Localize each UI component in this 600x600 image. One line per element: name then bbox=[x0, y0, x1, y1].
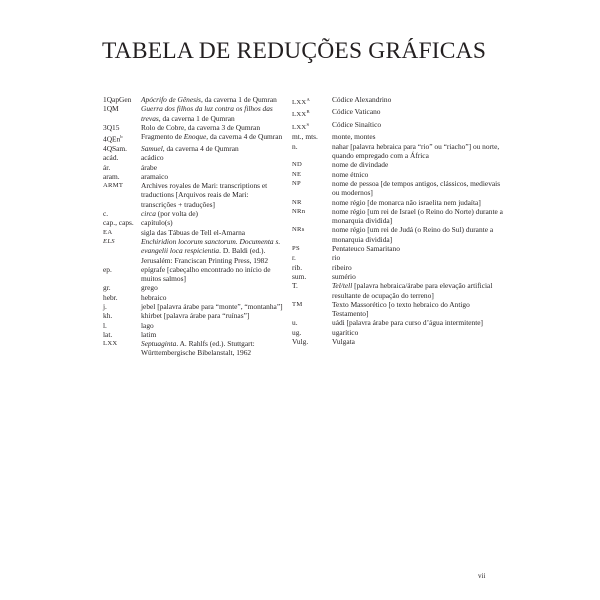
abbreviation-term bbox=[292, 244, 332, 253]
abbreviation-term bbox=[292, 179, 332, 198]
abbreviation-definition bbox=[141, 163, 283, 172]
abbreviation-term bbox=[292, 170, 332, 179]
abbreviation-term bbox=[292, 318, 332, 327]
abbreviation-entry bbox=[292, 300, 507, 319]
abbreviation-definition bbox=[141, 339, 283, 358]
abbreviation-text: sum. bbox=[292, 271, 307, 281]
abbreviation-definition bbox=[332, 132, 507, 141]
definition-text: Rolo de Cobre, da caverna 3 de Qumran bbox=[141, 122, 261, 132]
abbreviation-text: 4QSam. bbox=[103, 143, 128, 153]
abbreviation-definition bbox=[332, 179, 507, 198]
abbreviation-definition bbox=[141, 144, 283, 153]
definition-text: nome régio [um rei de Judá (o Reino do Sul) durante a monarquia dividida] bbox=[332, 225, 494, 244]
abbreviation-entry bbox=[292, 337, 507, 346]
abbreviation-term bbox=[292, 132, 332, 141]
abbreviation-text: LXX bbox=[292, 111, 307, 119]
abbreviation-term bbox=[292, 120, 332, 132]
abbreviation-entry bbox=[292, 142, 507, 161]
abbreviation-entry bbox=[292, 207, 507, 226]
definition-text: acádico bbox=[141, 153, 164, 163]
abbreviation-definition bbox=[141, 330, 283, 339]
abbreviation-entry bbox=[103, 293, 283, 302]
definition-text: hebraico bbox=[141, 292, 167, 302]
abbreviation-text: LXX bbox=[103, 340, 118, 348]
abbreviation-text: ep. bbox=[103, 264, 112, 274]
abbreviation-text: hebr. bbox=[103, 292, 118, 302]
abbreviation-text: r. bbox=[292, 253, 296, 263]
abbreviation-entry bbox=[292, 179, 507, 198]
abbreviation-entry bbox=[292, 198, 507, 207]
abbreviation-term bbox=[292, 263, 332, 272]
abbreviation-text: lat. bbox=[103, 329, 113, 339]
abbreviation-definition bbox=[332, 225, 507, 244]
definition-text: monte, montes bbox=[332, 132, 376, 142]
abbreviation-entry bbox=[292, 107, 507, 119]
abbreviation-text: 1QapGen bbox=[103, 95, 132, 104]
abbreviation-column-left bbox=[103, 95, 283, 358]
abbreviation-definition bbox=[332, 272, 507, 281]
definition-text: árabe bbox=[141, 162, 157, 172]
abbreviation-entry bbox=[292, 263, 507, 272]
definition-text: (por volta de) bbox=[155, 209, 198, 219]
abbreviation-text: ELS bbox=[103, 237, 115, 245]
abbreviation-term bbox=[103, 330, 141, 339]
abbreviation-term bbox=[292, 95, 332, 107]
definition-text: nome de divindade bbox=[332, 160, 389, 170]
abbreviation-term bbox=[103, 218, 141, 227]
abbreviation-text: 4QEn bbox=[103, 134, 121, 144]
definition-italic-text: Tel/tell bbox=[332, 281, 353, 291]
definition-text: rio bbox=[332, 253, 341, 263]
abbreviation-definition bbox=[141, 181, 283, 209]
definition-text: ugarítico bbox=[332, 327, 359, 337]
abbreviation-entry bbox=[103, 123, 283, 132]
abbreviation-entry bbox=[103, 144, 283, 153]
abbreviation-entry bbox=[103, 163, 283, 172]
abbreviation-text: EA bbox=[103, 228, 113, 236]
abbreviation-term bbox=[103, 104, 141, 123]
abbreviation-definition bbox=[332, 281, 507, 300]
definition-italic-text: Enchiridion locorum sanctorum. Documenta s. evangelii loca respicientia bbox=[141, 236, 281, 256]
abbreviation-entry bbox=[103, 302, 283, 311]
definition-text: nome régio [de monarca não israelita nem judaíta] bbox=[332, 197, 481, 207]
abbreviation-definition bbox=[141, 218, 283, 227]
abbreviation-definition bbox=[141, 311, 283, 320]
page-title: TABELA DE REDUÇÕES GRÁFICAS bbox=[102, 38, 487, 64]
abbreviation-term bbox=[103, 172, 141, 181]
definition-text: jebel [palavra árabe para “monte”, “montanha”] bbox=[141, 302, 283, 311]
definition-italic-text: circa bbox=[141, 209, 156, 219]
definition-text: Vulgata bbox=[332, 336, 355, 346]
abbreviation-definition bbox=[141, 172, 283, 181]
abbreviation-term bbox=[103, 123, 141, 132]
abbreviation-definition bbox=[332, 318, 507, 327]
abbreviation-term bbox=[103, 283, 141, 292]
abbreviation-definition bbox=[332, 160, 507, 169]
definition-text: , da caverna 4 de Qumran bbox=[162, 143, 239, 153]
abbreviation-superscript: A bbox=[306, 97, 311, 102]
abbreviation-entry bbox=[103, 132, 283, 144]
abbreviation-term bbox=[292, 225, 332, 244]
abbreviation-entry bbox=[103, 95, 283, 104]
abbreviation-term bbox=[103, 228, 141, 237]
definition-text: grego bbox=[141, 283, 158, 293]
abbreviation-definition bbox=[141, 153, 283, 162]
abbreviation-definition bbox=[332, 337, 507, 346]
abbreviation-text: TM bbox=[292, 300, 303, 308]
abbreviation-definition bbox=[141, 283, 283, 292]
abbreviation-definition bbox=[141, 293, 283, 302]
abbreviation-entry bbox=[292, 253, 507, 262]
abbreviation-entry bbox=[103, 181, 283, 209]
abbreviation-text: 1QM bbox=[103, 104, 119, 114]
abbreviation-superscript: S bbox=[306, 121, 310, 127]
abbreviation-term bbox=[292, 253, 332, 262]
abbreviation-term bbox=[292, 281, 332, 300]
abbreviation-term bbox=[103, 302, 141, 311]
abbreviation-entry bbox=[103, 330, 283, 339]
abbreviation-entry bbox=[103, 283, 283, 292]
abbreviation-definition bbox=[141, 321, 283, 330]
abbreviation-term bbox=[103, 265, 141, 284]
abbreviation-text: NP bbox=[292, 179, 302, 187]
abbreviation-text: PS bbox=[292, 245, 300, 253]
definition-text: khirbet [palavra árabe para “ruínas”] bbox=[141, 311, 250, 321]
abbreviation-term bbox=[103, 311, 141, 320]
abbreviation-entry bbox=[292, 132, 507, 141]
abbreviation-term bbox=[292, 300, 332, 319]
abbreviation-text: c. bbox=[103, 209, 109, 219]
definition-text: Códice Alexandrino bbox=[332, 95, 392, 104]
abbreviation-text: NE bbox=[292, 170, 302, 178]
abbreviation-text: NR bbox=[292, 198, 302, 206]
definition-italic-text: Apócrifo de Gênesis bbox=[141, 95, 201, 104]
abbreviation-text: kh. bbox=[103, 311, 113, 321]
definition-text: Archives royales de Mari: transcriptions et traductions [Arquivos reais de Mari: transcrições + traduções] bbox=[141, 181, 268, 209]
abbreviation-text: n. bbox=[292, 141, 298, 151]
definition-text: ribeiro bbox=[332, 262, 352, 272]
abbreviation-superscript: B bbox=[306, 109, 310, 115]
definition-text: nome de pessoa [de tempos antigos, clássicos, medievais ou modernos] bbox=[332, 178, 501, 198]
abbreviation-entry bbox=[292, 160, 507, 169]
definition-text: sigla das Tábuas de Tell el-Amarna bbox=[141, 227, 246, 237]
abbreviation-text: cap., caps. bbox=[103, 218, 134, 228]
definition-text: nome étnico bbox=[332, 169, 369, 179]
abbreviation-text: LXX bbox=[292, 99, 307, 107]
abbreviation-definition bbox=[141, 265, 283, 284]
definition-italic-text: Guerra dos filhos da luz contra os filhos das trevas bbox=[141, 104, 273, 123]
abbreviation-text: ug. bbox=[292, 327, 302, 337]
abbreviation-text: NRs bbox=[292, 226, 305, 234]
abbreviation-text: acád. bbox=[103, 153, 119, 163]
definition-text: aramaico bbox=[141, 171, 169, 181]
abbreviation-entry bbox=[292, 120, 507, 132]
abbreviation-text: u. bbox=[292, 318, 298, 328]
abbreviation-term bbox=[292, 160, 332, 169]
abbreviation-text: aram. bbox=[103, 171, 120, 181]
abbreviation-entry bbox=[292, 95, 507, 107]
abbreviation-definition bbox=[332, 142, 507, 161]
abbreviation-definition bbox=[332, 107, 507, 119]
abbreviation-term bbox=[103, 95, 141, 104]
definition-text: , da caverna 1 de Qumran bbox=[158, 113, 235, 123]
abbreviation-term bbox=[292, 107, 332, 119]
abbreviation-entry bbox=[292, 318, 507, 327]
abbreviation-definition bbox=[141, 237, 283, 265]
abbreviation-term bbox=[103, 163, 141, 172]
abbreviation-definition bbox=[332, 198, 507, 207]
definition-text: latim bbox=[141, 329, 157, 339]
definition-text: lago bbox=[141, 320, 154, 330]
definition-text: Pentateuco Samaritano bbox=[332, 244, 400, 254]
abbreviation-text: T. bbox=[292, 281, 298, 291]
abbreviation-text: ARMT bbox=[103, 182, 124, 190]
abbreviation-entry bbox=[103, 172, 283, 181]
abbreviation-term bbox=[292, 272, 332, 281]
abbreviation-entry bbox=[103, 228, 283, 237]
abbreviation-entry bbox=[103, 209, 283, 218]
abbreviation-text: LXX bbox=[292, 124, 307, 132]
definition-text: nome régio [um rei de Israel (o Reino do Norte) durante a monarquia dividida] bbox=[332, 206, 503, 226]
abbreviation-term bbox=[292, 207, 332, 226]
abbreviation-term bbox=[292, 337, 332, 346]
definition-text: , da caverna 1 de Qumran bbox=[200, 95, 277, 104]
abbreviation-text: NRn bbox=[292, 207, 306, 215]
definition-text: nahar [palavra hebraica para “rio” ou “riacho”] ou norte, quando empregado com a África bbox=[332, 141, 500, 161]
definition-italic-text: Septuaginta bbox=[141, 339, 177, 349]
abbreviation-entry bbox=[292, 281, 507, 300]
abbreviation-entry bbox=[292, 244, 507, 253]
abbreviation-definition bbox=[332, 207, 507, 226]
abbreviation-definition bbox=[332, 263, 507, 272]
abbreviation-entry bbox=[103, 265, 283, 284]
abbreviation-entry bbox=[103, 339, 283, 358]
abbreviation-term bbox=[292, 328, 332, 337]
abbreviation-definition bbox=[332, 170, 507, 179]
abbreviation-text: l. bbox=[103, 320, 107, 330]
abbreviation-entry bbox=[292, 272, 507, 281]
abbreviation-definition bbox=[332, 244, 507, 253]
abbreviation-definition bbox=[332, 300, 507, 319]
definition-text: Códice Sinaítico bbox=[332, 119, 382, 129]
definition-text: [palavra hebraica/árabe para elevação artificial resultante de ocupação do terreno] bbox=[332, 281, 493, 300]
definition-italic-text: Samuel bbox=[141, 143, 163, 153]
abbreviation-definition bbox=[141, 209, 283, 218]
abbreviation-text: mt., mts. bbox=[292, 132, 318, 142]
abbreviation-definition bbox=[332, 120, 507, 132]
abbreviation-text: rib. bbox=[292, 262, 303, 272]
abbreviation-definition bbox=[141, 95, 283, 104]
abbreviation-text: ár. bbox=[103, 162, 111, 172]
abbreviation-definition bbox=[141, 123, 283, 132]
abbreviation-definition bbox=[332, 253, 507, 262]
abbreviation-entry bbox=[103, 237, 283, 265]
abbreviation-term bbox=[103, 321, 141, 330]
definition-italic-text: Enoque bbox=[183, 132, 207, 142]
abbreviation-entry bbox=[103, 104, 283, 123]
definition-text: sumério bbox=[332, 271, 356, 281]
definition-text: Códice Vaticano bbox=[332, 107, 381, 117]
abbreviation-entry bbox=[103, 321, 283, 330]
abbreviation-entry bbox=[103, 311, 283, 320]
abbreviation-term bbox=[103, 209, 141, 218]
abbreviation-entry bbox=[103, 153, 283, 162]
definition-text: epígrafe [cabeçalho encontrado no início de muitos salmos] bbox=[141, 264, 271, 284]
abbreviation-text: ND bbox=[292, 161, 303, 169]
abbreviation-term bbox=[103, 237, 141, 265]
abbreviation-column-right bbox=[292, 95, 507, 346]
abbreviation-term bbox=[103, 144, 141, 153]
definition-text: Texto Massorético [o texto hebraico do Antigo Testamento] bbox=[332, 299, 470, 319]
definition-text: Fragmento de bbox=[141, 132, 184, 142]
abbreviation-definition bbox=[141, 132, 283, 144]
abbreviation-term bbox=[292, 198, 332, 207]
abbreviation-term bbox=[103, 132, 141, 144]
abbreviation-superscript: b bbox=[120, 134, 123, 140]
abbreviation-entry bbox=[292, 328, 507, 337]
abbreviation-term bbox=[103, 153, 141, 162]
abbreviation-text: Vulg. bbox=[292, 336, 309, 346]
definition-text: uádi [palavra árabe para curso d’água intermitente] bbox=[332, 318, 484, 328]
abbreviation-definition bbox=[141, 302, 283, 311]
abbreviation-term bbox=[103, 181, 141, 209]
abbreviation-term bbox=[292, 142, 332, 161]
abbreviation-text: gr. bbox=[103, 283, 111, 293]
abbreviation-definition bbox=[332, 95, 507, 107]
definition-text: . A. Rahlfs (ed.). Stuttgart: Württembergische Bibelanstalt, 1962 bbox=[141, 339, 255, 358]
abbreviation-text: 3Q15 bbox=[103, 122, 120, 132]
definition-text: capítulo(s) bbox=[141, 218, 173, 228]
page-number: vii bbox=[478, 572, 486, 580]
abbreviation-definition bbox=[141, 104, 283, 123]
abbreviation-definition bbox=[141, 228, 283, 237]
abbreviation-entry bbox=[292, 225, 507, 244]
abbreviation-entry bbox=[103, 218, 283, 227]
definition-text: , da caverna 4 de Qumran bbox=[206, 132, 283, 142]
definition-text: . D. Baldi (ed.). Jerusalém: Franciscan Printing Press, 1982 bbox=[141, 246, 269, 265]
abbreviation-term bbox=[103, 339, 141, 358]
abbreviation-text: j. bbox=[103, 302, 107, 311]
abbreviation-entry bbox=[292, 170, 507, 179]
abbreviation-definition bbox=[332, 328, 507, 337]
abbreviation-term bbox=[103, 293, 141, 302]
